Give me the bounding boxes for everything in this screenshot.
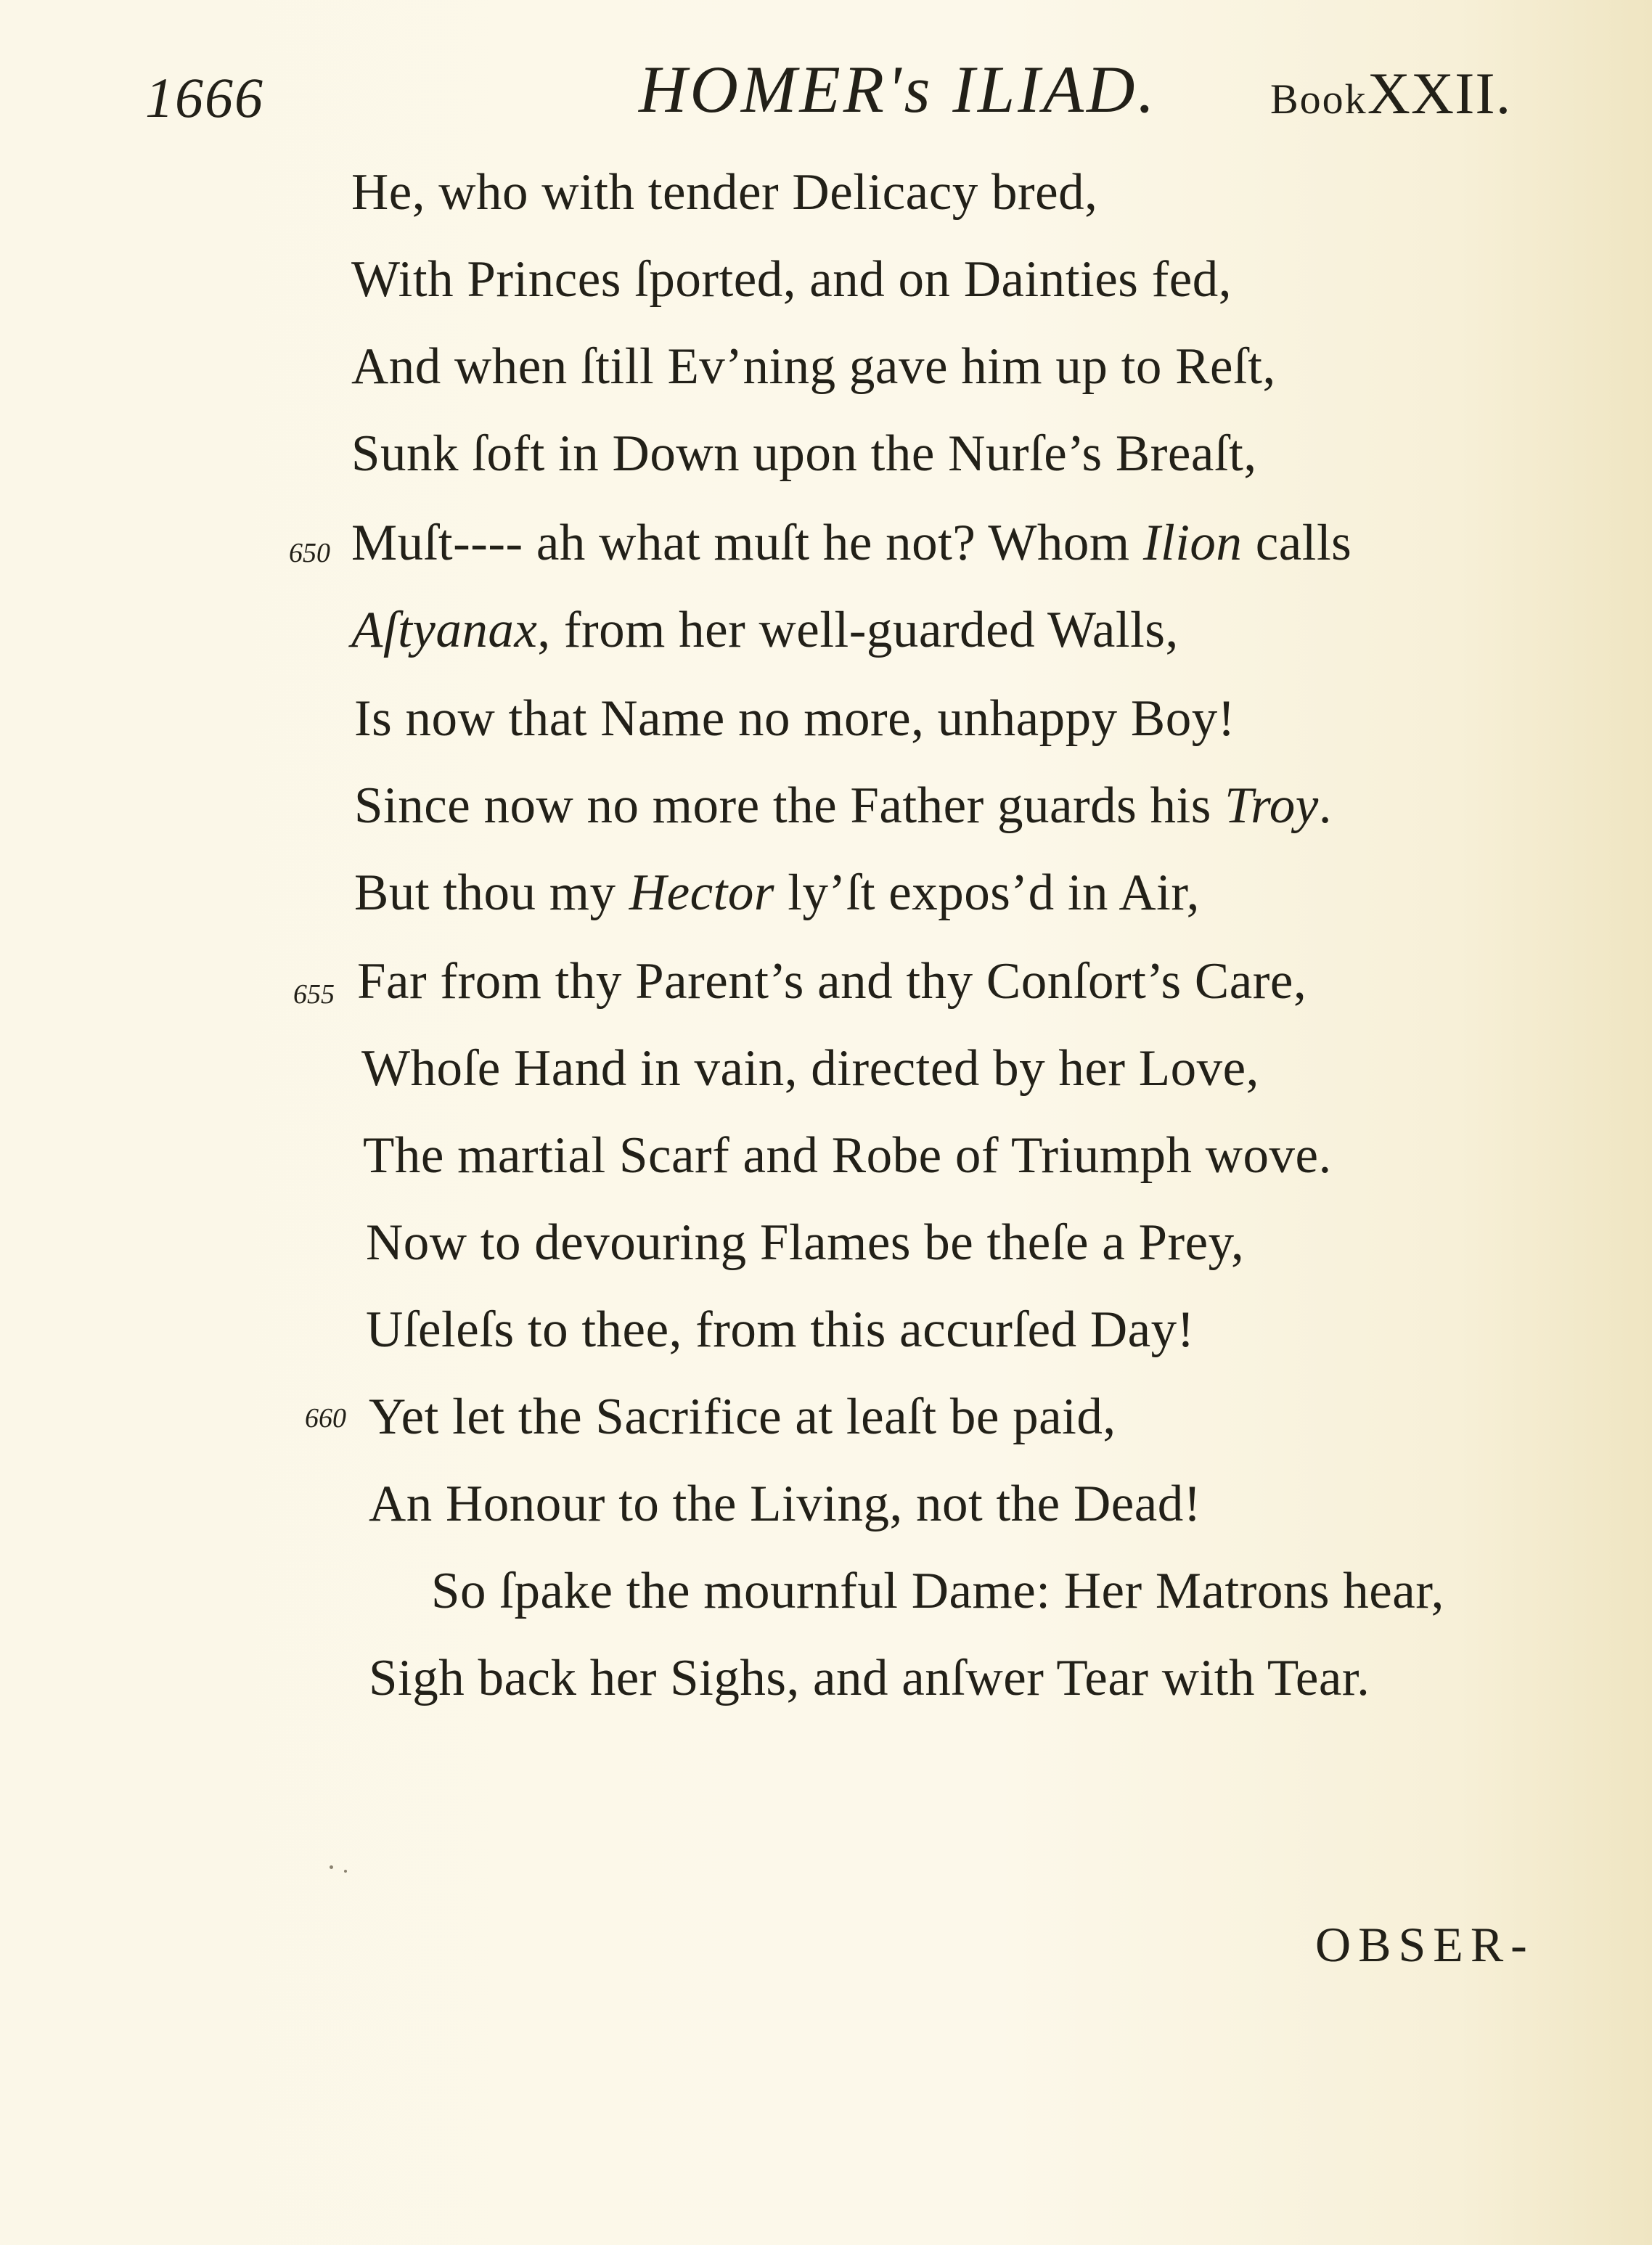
- verse-text: With Princes ſported, and on Dainties fed,: [351, 251, 1232, 308]
- verse-text: .: [1318, 777, 1332, 834]
- running-title: HOMER's ILIAD.: [639, 52, 1158, 126]
- verse-line: [369, 1475, 1201, 1534]
- verse-text: Is now that Name no more, unhappy Boy!: [354, 690, 1235, 747]
- verse-italic-text: Hector: [629, 864, 774, 921]
- book-prefix: Book: [1270, 75, 1367, 123]
- verse-line: [351, 250, 1232, 309]
- verse-text: Whoſe Hand in vain, directed by her Love,: [361, 1040, 1259, 1097]
- catchword: OBSER-: [1315, 1917, 1534, 1972]
- verse-line: [369, 1388, 1116, 1447]
- verse-line: [361, 1039, 1259, 1098]
- verse-text: And when ſtill Ev’ning gave him up to Reſt,: [351, 338, 1276, 395]
- verse-line: [363, 1126, 1332, 1185]
- running-head: [0, 51, 1652, 131]
- verse-line: [354, 777, 1332, 835]
- verse-text: Sunk ſoft in Down upon the Nurſe’s Breaſt,: [351, 425, 1257, 482]
- verse-text: Sigh back her Sighs, and anſwer Tear with Tear.: [369, 1650, 1370, 1706]
- verse-italic-text: Ilion: [1142, 515, 1243, 571]
- verse-text: But thou my: [354, 864, 629, 921]
- verse-line: [369, 1649, 1370, 1708]
- verse-text: ly’ſt expos’d in Air,: [774, 864, 1200, 921]
- line-number: 660: [305, 1403, 346, 1434]
- ink-speck: [344, 1870, 347, 1873]
- verse-line: [351, 425, 1257, 483]
- verse-italic-text: Aſtyanax: [351, 602, 538, 658]
- verse-line: [351, 601, 1179, 660]
- page-number: 1666: [145, 66, 264, 129]
- verse-text: Now to devouring Flames be theſe a Prey,: [366, 1214, 1245, 1271]
- verse-line: [351, 514, 1352, 573]
- verse-text: An Honour to the Living, not the Dead!: [369, 1476, 1201, 1532]
- line-number: 655: [293, 979, 335, 1010]
- verse-line: [431, 1562, 1444, 1621]
- verse-text: The martial Scarf and Robe of Triumph wove.: [363, 1127, 1332, 1184]
- verse-line: [366, 1214, 1244, 1272]
- verse-text: Yet let the Sacrifice at leaſt be paid,: [369, 1389, 1116, 1445]
- line-number: 650: [289, 538, 330, 568]
- verse-text: Muſt---- ah what muſt he not? Whom: [351, 515, 1143, 571]
- verse-text: So ſpake the mournful Dame: Her Matrons hear,: [431, 1563, 1444, 1619]
- book-number: XXII.: [1367, 60, 1512, 126]
- verse-line: [351, 163, 1097, 222]
- verse-text: calls: [1242, 515, 1352, 571]
- book-label: [1270, 60, 1511, 128]
- verse-text: Uſeleſs to thee, from this accurſed Day!: [366, 1301, 1195, 1358]
- verse-italic-text: Troy: [1224, 777, 1319, 834]
- verse-line: [366, 1301, 1195, 1359]
- verse-line: [354, 864, 1200, 923]
- verse-text: He, who with tender Delicacy bred,: [351, 164, 1098, 221]
- verse-line: [357, 952, 1307, 1011]
- verse-line: [354, 690, 1235, 748]
- verse-line: [351, 338, 1276, 396]
- verse-text: Far from thy Parent’s and thy Conſort’s Care,: [357, 953, 1307, 1010]
- verse-text: , from her well-guarded Walls,: [537, 602, 1179, 658]
- ink-speck: [330, 1865, 333, 1869]
- verse-text: Since now no more the Father guards his: [354, 777, 1225, 834]
